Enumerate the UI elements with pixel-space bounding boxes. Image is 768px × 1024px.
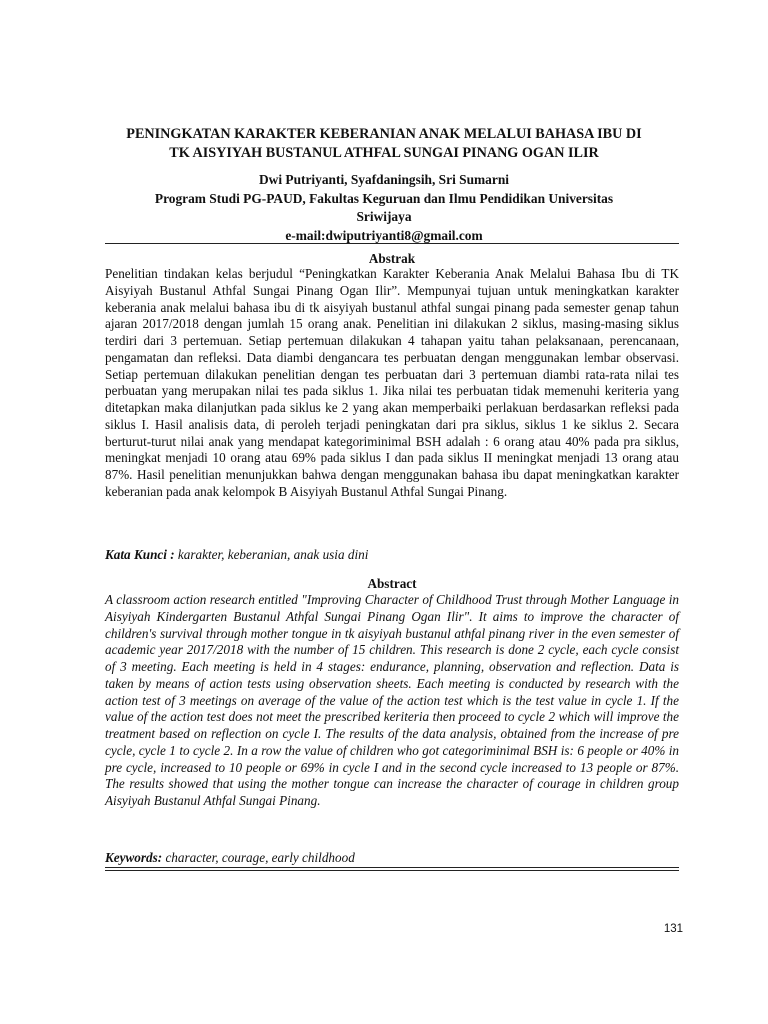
paper-title [90, 125, 678, 163]
abstract-body: A classroom action research entitled "Improving Character of Childhood Trust through Mother Language in Aisyiyah Kindergarten Bustanul Athfal Sungai Pinang Ogan Ilir". It aims to improve the character of children's survival through mother tongue in tk aisyiyah bustanul athfal pinang river in the even semester of academic year 2017/2018 with the number of 15 children. This research is done 2 cycle, each cycle consist of 3 meeting. Each meeting is held in 4 stages: endurance, planning, observation and reflection. Data is taken by means of action tests using observation sheets. Each meeting is conducted by research with the action test of 3 meetings on average of the value of the action test which is the test value in cycle 1. If the value of the action test does not meet the prescribed keriteria then proceed to cycle 2 which will improve the treatment based on reflection on cycle I. The results of the data analysis, obtained from the increase of pre cycle, cycle 1 to cycle 2. In a row the value of children who got categoriminimal BSH is: 6 people or 40% in pre cycle, increased to 10 people or 69% in cycle I and in the second cycle increased to 13 people or 87%. The results showed that using the mother tongue can increase the character of courage in children group Aisyiyah Bustanul Athfal Sungai Pinang. [105, 592, 679, 808]
page-number: 131 [663, 923, 683, 935]
affiliation-line-1: Program Studi PG-PAUD, Fakultas Keguruan dan Ilmu Pendidikan Universitas [154, 190, 614, 206]
abstrak-heading: Abstrak [368, 251, 416, 266]
abstrak-body: Penelitian tindakan kelas berjudul “Peningkatkan Karakter Keberania Anak Melalui Bahasa Ibu di TK Aisyiyah Bustanul Athfal Sungai Pinang Ogan Ilir”. Mempunyai tujuan untuk meningkatkan karakter keberania anak melalui bahasa ibu di tk aisyiyah bustanul athfal sungai pinang pada semester genap tahun ajaran 2017/2018 dengan jumlah 15 orang anak. Penelitian ini dilakukan 2 siklus, masing-masing siklus terdiri dari 3 pertemuan. Setiap pertemuan dilakukan 4 tahapan yaitu tahan pelaksanaan, perencanaan, pengamatan dan refleksi. Data diambi dengancara tes perbuatan dengan menggunakan lembar observasi. Setiap pertemuan dilakukan penelitian dengan tes perbuatan dari 3 pertemuan diambi rata-rata nilai tes perbuatan yang merupakan nilai tes pada siklus 1. Jika nilai tes perbuatan tidak memenuhi keriteria yang ditetapkan maka dilanjutkan pada siklus ke 2 yang akan memperbaiki perlakuan berdasarkan refleksi pada siklus I. Hasil analisis data, di peroleh terjadi peningkatan dari pra siklus, siklus 1 ke siklus 2. Secara berturut-turut nilai anak yang mendapat kategoriminimal BSH adalah : 6 orang atau 40% pada pra siklus, meningkat menjadi 10 orang atau 69% pada siklus I dan pada siklus II meningkat menjadi 13 orang atau 87%. Hasil penelitian menunjukkan bahwa dengan menggunakan bahasa ibu dapat meningkatkan karakter keberanian pada anak kelompok B Aisyiyah Bustanul Athfal Sungai Pinang. [105, 266, 679, 499]
keywords-value: character, courage, early childhood [162, 850, 355, 865]
kata-kunci-label: Kata Kunci : [105, 547, 175, 562]
author-email: e-mail:dwiputriyanti8@gmail.com [285, 227, 483, 243]
kata-kunci-value: karakter, keberanian, anak usia dini [174, 547, 369, 562]
title-line-2: TK AISYIYAH BUSTANUL ATHFAL SUNGAI PINANG OGAN ILIR [169, 145, 599, 161]
affiliation-line-2: Sriwijaya [356, 209, 412, 224]
title-line-1: PENINGKATAN KARAKTER KEBERANIAN ANAK MELALUI BAHASA IBU DI [126, 126, 642, 142]
keywords-label: Keywords: [105, 850, 163, 865]
kata-kunci [105, 547, 679, 563]
top-divider [105, 243, 679, 244]
bottom-divider [105, 867, 679, 871]
author-names: Dwi Putriyanti, Syafdaningsih, Sri Sumarni [258, 172, 509, 187]
abstract-heading: Abstract [367, 576, 417, 591]
keywords [105, 850, 679, 866]
author-block [110, 171, 658, 245]
